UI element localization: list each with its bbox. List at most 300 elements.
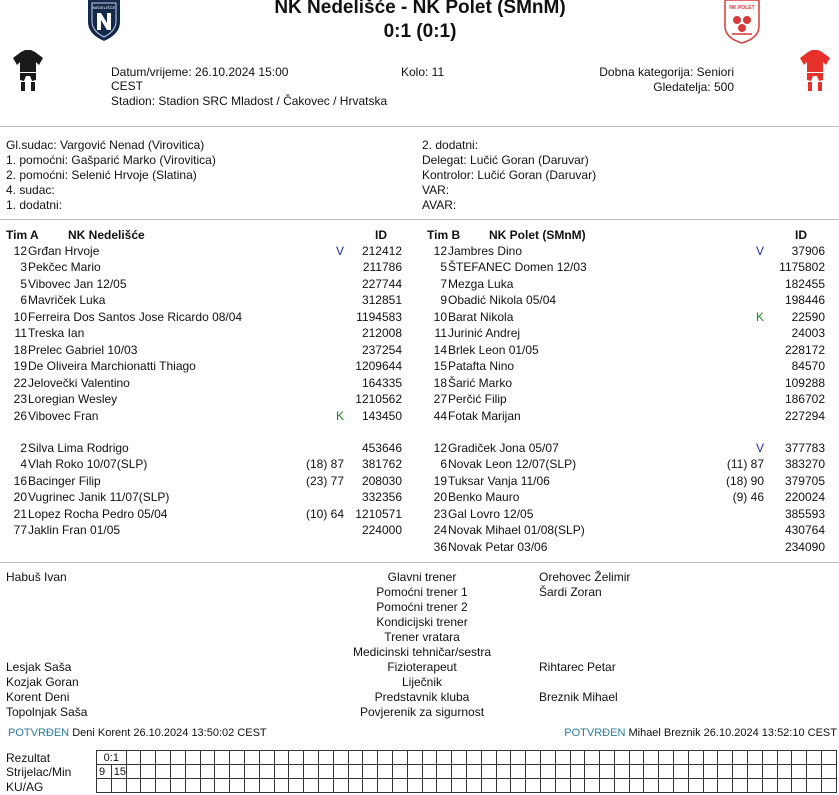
grid-cell [614, 765, 629, 779]
player-name: Benko Mauro [448, 490, 520, 505]
grid-cell [748, 751, 763, 765]
home-confirmation [8, 727, 267, 739]
player-substitution: (18) 87 [305, 457, 344, 472]
grid-cell [274, 751, 289, 765]
grid-cell [466, 751, 481, 765]
grid-cell [644, 751, 659, 765]
grid-cell [748, 779, 763, 793]
player-row [420, 375, 839, 391]
player-name: Silva Lima Rodrigo [28, 441, 129, 455]
player-number: 6 [20, 293, 27, 308]
grid-cell [141, 779, 156, 793]
official-right: 2. dodatni: [422, 138, 479, 152]
grid-cell [614, 751, 629, 765]
player-id: 430764 [784, 523, 825, 538]
official-left: 2. pomoćni: Selenić Hrvoje (Slatina) [6, 168, 197, 182]
match-stadium: Stadion: Stadion SRC Mladost / Čakovec / Hrvatska [111, 94, 388, 108]
grid-cell [156, 765, 171, 779]
official-right: Kontrolor: Lučić Goran (Daruvar) [422, 168, 597, 182]
grid-cell [748, 765, 763, 779]
player-row [0, 292, 420, 308]
player-number: 7 [440, 276, 447, 291]
player-id: 1209644 [355, 359, 402, 374]
grid-cell [703, 751, 718, 765]
grid-cell [348, 779, 363, 793]
grid-cell [674, 779, 689, 793]
grid-cell [733, 779, 748, 793]
grid-cell [304, 751, 319, 765]
player-row [0, 342, 420, 358]
grid-cell [422, 779, 437, 793]
grid-cell [822, 765, 837, 779]
grid-cell [718, 779, 733, 793]
grid-cell [111, 779, 126, 793]
grid-cell [644, 779, 659, 793]
grid-row [97, 779, 837, 793]
player-name: Vibovec Jan 12/05 [28, 276, 127, 291]
player-name: Mezga Luka [448, 276, 514, 291]
player-id: 212008 [361, 326, 402, 341]
player-name: Gradiček Jona 05/07 [448, 441, 559, 455]
grid-cell [215, 779, 230, 793]
grid-cell [274, 765, 289, 779]
player-row [420, 473, 839, 489]
player-name: Loregian Wesley [28, 392, 118, 407]
grid-cell [496, 779, 511, 793]
grid-cell [570, 765, 585, 779]
player-substitution: (23) 77 [305, 473, 344, 488]
staff-role: Kondicijski trener [376, 615, 468, 629]
player-id: 1175802 [779, 260, 825, 275]
staff-role: Predstavnik kluba [374, 690, 470, 704]
grid-cell [289, 765, 304, 779]
player-id: 379705 [784, 473, 825, 488]
grid-cell [762, 765, 777, 779]
player-name: Gal Lovro 12/05 [448, 506, 534, 521]
grid-cell [452, 751, 467, 765]
grid-cell [659, 765, 674, 779]
player-name: Prelec Gabriel 10/03 [28, 342, 138, 357]
grid-cell [422, 751, 437, 765]
grid-row [97, 751, 837, 765]
staff-role: Medicinski tehničar/sestra [352, 645, 492, 659]
player-name: Jaklin Fran 01/05 [28, 523, 121, 538]
player-row [0, 309, 420, 325]
grid-cell [437, 751, 452, 765]
grid-cell [540, 765, 555, 779]
away-crest-icon [722, 0, 762, 44]
official-right: Delegat: Lučić Goran (Daruvar) [422, 153, 589, 167]
staff-away: Rihtarec Petar [539, 660, 616, 674]
home-logo-text: NEDELIŠĆE [92, 5, 116, 10]
player-row [0, 391, 420, 407]
grid-cell [274, 779, 289, 793]
grid-cell [126, 765, 141, 779]
player-number: 9 [440, 293, 447, 308]
grid-cell [392, 751, 407, 765]
player-name: Jambres Dino [448, 244, 523, 258]
player-id: 143450 [361, 408, 402, 423]
match-datetime: Datum/vrijeme: 26.10.2024 15:00 [111, 65, 289, 79]
player-number: 14 [433, 342, 447, 357]
player-name: Obadić Nikola 05/04 [448, 293, 557, 308]
player-number: 21 [13, 506, 27, 521]
grid-cell [792, 779, 807, 793]
grid-cell [511, 779, 526, 793]
grid-cell [674, 751, 689, 765]
divider [0, 562, 839, 563]
player-id: 332356 [361, 490, 402, 505]
player-mark: V [756, 441, 765, 455]
player-name: Novak Leon 12/07(SLP) [448, 457, 577, 472]
grid-cell [526, 779, 541, 793]
staff-role: Trener vratara [384, 630, 460, 644]
player-substitution: (9) 46 [732, 490, 764, 505]
player-number: 10 [433, 309, 447, 324]
staff-role: Povjerenik za sigurnost [359, 705, 485, 719]
staff-role: Liječnik [401, 675, 443, 689]
player-number: 19 [433, 473, 447, 488]
grid-cell [718, 765, 733, 779]
player-number: 77 [13, 523, 27, 538]
team-b-label: Tim B [427, 228, 461, 242]
player-name: Vugrinec Janik 11/07(SLP) [28, 490, 170, 505]
grid-cell [629, 765, 644, 779]
grid-cell [333, 779, 348, 793]
grid-cell [363, 779, 378, 793]
player-number: 3 [20, 260, 27, 275]
grid-cell [304, 779, 319, 793]
grid-cell: 9 [97, 765, 112, 779]
player-id: 198446 [784, 293, 825, 308]
grid-cell [363, 751, 378, 765]
player-number: 27 [433, 392, 447, 407]
home-logo [86, 0, 122, 42]
player-id: 227744 [361, 276, 402, 291]
grid-cell [422, 765, 437, 779]
grid-cell [555, 751, 570, 765]
away-confirm-text: Mihael Breznik 26.10.2024 13:52:10 CEST [628, 727, 837, 739]
player-number: 12 [13, 244, 27, 258]
grid-cell [540, 779, 555, 793]
grid-cell [289, 751, 304, 765]
player-id: 212412 [361, 244, 402, 258]
player-name: Bacinger Filip [28, 473, 101, 488]
home-kit-icon [12, 50, 44, 95]
grid-cell [126, 779, 141, 793]
staff-away: Šardi Zoran [539, 585, 602, 599]
player-id: 1210562 [355, 392, 402, 407]
grid-cell [156, 779, 171, 793]
grid-cell [481, 751, 496, 765]
grid-cell [511, 765, 526, 779]
grid-label-result: Rezultat [6, 751, 51, 765]
grid-cell [526, 751, 541, 765]
grid-cell [170, 765, 185, 779]
age-category: Dobna kategorija: Seniori [599, 65, 734, 79]
player-id: 164335 [361, 375, 402, 390]
grid-cell [378, 779, 393, 793]
grid-cell [215, 765, 230, 779]
player-row [0, 522, 420, 538]
player-number: 11 [434, 326, 447, 341]
player-row [420, 309, 839, 325]
staff-home: Habuš Ivan [6, 570, 67, 584]
player-number: 2 [20, 441, 27, 455]
grid-cell: 0:1 [97, 751, 127, 765]
grid-cell [363, 765, 378, 779]
grid-cell [259, 751, 274, 765]
grid-cell [526, 765, 541, 779]
away-logo [722, 0, 762, 44]
grid-cell [555, 779, 570, 793]
player-name: Jelovečki Valentino [28, 375, 130, 390]
grid-label-ku-ag: KU/AG [6, 780, 44, 794]
grid-cell [762, 779, 777, 793]
grid-cell [688, 765, 703, 779]
grid-cell [659, 751, 674, 765]
grid-cell [170, 751, 185, 765]
away-confirm-label: POTVRĐEN [564, 727, 626, 739]
player-id: 312851 [361, 293, 402, 308]
player-row [420, 506, 839, 522]
grid-cell [600, 765, 615, 779]
player-row [420, 489, 839, 505]
player-row [420, 325, 839, 341]
player-number: 44 [433, 408, 447, 423]
player-name: Tuksar Vanja 11/06 [448, 473, 550, 488]
player-row [0, 408, 420, 424]
staff-away: Breznik Mihael [539, 690, 618, 704]
grid-cell [200, 765, 215, 779]
grid-cell [688, 779, 703, 793]
grid-cell [629, 779, 644, 793]
grid-cell [156, 751, 171, 765]
player-row [420, 408, 839, 424]
match-round: Kolo: 11 [401, 65, 445, 79]
grid-cell [200, 779, 215, 793]
grid-cell [407, 779, 422, 793]
grid-cell [496, 751, 511, 765]
player-id: 182455 [784, 276, 825, 291]
grid-cell [378, 751, 393, 765]
grid-cell [333, 751, 348, 765]
player-name: Jurinić Andrej [448, 326, 521, 341]
grid-label-scorer: Strijelac/Min [6, 765, 72, 779]
grid-cell [659, 779, 674, 793]
grid-cell [792, 765, 807, 779]
player-id: 383270 [784, 457, 825, 472]
grid-cell [688, 751, 703, 765]
player-number: 36 [433, 539, 447, 554]
team-a-name: NK Nedelišće [68, 228, 145, 242]
away-confirmation [564, 727, 837, 739]
player-number: 20 [433, 490, 447, 505]
grid-cell [407, 765, 422, 779]
player-id: 109288 [784, 375, 825, 390]
grid-cell [762, 751, 777, 765]
player-mark: V [336, 244, 345, 258]
player-mark: K [756, 309, 765, 324]
grid-cell [318, 779, 333, 793]
player-row [420, 391, 839, 407]
player-row [420, 539, 839, 555]
player-row [420, 292, 839, 308]
grid-cell [141, 751, 156, 765]
player-number: 12 [433, 441, 447, 455]
staff-home: Topolnjak Saša [6, 705, 88, 719]
grid-cell [807, 765, 822, 779]
team-b-id-header: ID [795, 228, 807, 242]
grid-cell [452, 779, 467, 793]
score-grid [96, 750, 837, 793]
player-number: 23 [433, 506, 447, 521]
grid-cell [511, 751, 526, 765]
grid-cell [466, 779, 481, 793]
team-a-label: Tim A [6, 228, 39, 242]
player-id: 186702 [784, 392, 825, 407]
player-name: Brlek Leon 01/05 [448, 342, 539, 357]
player-name: Treska Ian [28, 326, 85, 341]
grid-cell [244, 765, 259, 779]
player-name: Novak Mihael 01/08(SLP) [448, 523, 585, 538]
grid-cell [585, 751, 600, 765]
official-right: VAR: [422, 183, 450, 197]
grid-cell [481, 779, 496, 793]
grid-cell [141, 765, 156, 779]
player-id: 228172 [784, 342, 825, 357]
player-row [420, 276, 839, 292]
player-number: 20 [13, 490, 27, 505]
player-number: 15 [433, 359, 447, 374]
player-name: Novak Petar 03/06 [448, 539, 548, 554]
staff-home: Lesjak Saša [6, 660, 72, 674]
player-row [0, 375, 420, 391]
player-row [0, 489, 420, 505]
player-row [0, 276, 420, 292]
grid-cell [215, 751, 230, 765]
grid-cell [244, 751, 259, 765]
player-row [420, 358, 839, 374]
player-number: 22 [13, 375, 27, 390]
grid-cell [200, 751, 215, 765]
player-number: 16 [13, 473, 27, 488]
player-substitution: (11) 87 [726, 457, 764, 472]
grid-cell [600, 751, 615, 765]
player-name: Barat Nikola [448, 309, 514, 324]
staff-role: Glavni trener [387, 570, 457, 584]
staff-role: Fizioterapeut [387, 660, 457, 674]
player-id: 385593 [784, 506, 825, 521]
staff-role: Pomoćni trener 1 [376, 585, 468, 599]
player-number: 4 [20, 457, 27, 472]
player-mark: K [336, 408, 345, 423]
grid-cell [392, 765, 407, 779]
grid-cell [392, 779, 407, 793]
grid-cell [97, 779, 112, 793]
grid-cell [570, 779, 585, 793]
player-id: 24003 [791, 326, 825, 341]
grid-cell [777, 765, 792, 779]
grid-cell [185, 779, 200, 793]
player-number: 11 [14, 326, 27, 341]
player-id: 84570 [791, 359, 825, 374]
player-id: 237254 [361, 342, 402, 357]
grid-cell [452, 765, 467, 779]
official-right: AVAR: [422, 198, 457, 212]
grid-cell [792, 751, 807, 765]
grid-cell [259, 779, 274, 793]
grid-cell [570, 751, 585, 765]
staff-role: Pomoćni trener 2 [376, 600, 468, 614]
grid-cell [170, 779, 185, 793]
grid-cell [703, 779, 718, 793]
grid-cell [318, 751, 333, 765]
staff-home: Kozjak Goran [6, 675, 79, 689]
grid-cell [807, 751, 822, 765]
player-id: 1194583 [356, 309, 402, 324]
team-b-name: NK Polet (SMnM) [489, 228, 586, 242]
grid-cell [585, 765, 600, 779]
grid-cell [185, 765, 200, 779]
grid-cell [304, 765, 319, 779]
player-id: 208030 [361, 473, 402, 488]
player-row [0, 473, 420, 489]
player-name: Grđan Hrvoje [28, 244, 100, 258]
grid-cell [555, 765, 570, 779]
player-number: 6 [440, 457, 447, 472]
home-crest-icon [86, 0, 122, 42]
grid-cell [378, 765, 393, 779]
away-kit-icon [799, 50, 831, 95]
grid-cell [585, 779, 600, 793]
player-number: 18 [13, 342, 27, 357]
grid-cell [185, 751, 200, 765]
grid-cell [703, 765, 718, 779]
player-name: Vibovec Fran [28, 408, 99, 423]
official-left: 1. pomoćni: Gašparić Marko (Virovitica) [6, 153, 216, 167]
player-mark: V [756, 244, 765, 258]
player-row [0, 456, 420, 472]
player-id: 224000 [361, 523, 402, 538]
player-name: Pekčec Mario [28, 260, 101, 275]
player-row [420, 259, 839, 275]
player-number: 18 [433, 375, 447, 390]
player-id: 453646 [361, 441, 402, 455]
grid-cell [259, 765, 274, 779]
grid-cell: 15 [111, 765, 126, 779]
team-a-id-header: ID [375, 228, 387, 242]
grid-cell [629, 751, 644, 765]
player-id: 227294 [784, 408, 825, 423]
away-logo-text: NK POLET [729, 5, 755, 11]
player-row [420, 342, 839, 358]
match-score: 0:1 (0:1) [383, 21, 457, 42]
player-number: 10 [13, 309, 27, 324]
grid-cell [822, 779, 837, 793]
player-row [420, 243, 839, 259]
player-id: 37906 [791, 244, 825, 258]
player-number: 19 [13, 359, 27, 374]
match-title: NK Nedelišće - NK Polet (SMnM) [274, 0, 566, 18]
grid-cell [777, 779, 792, 793]
grid-cell [437, 779, 452, 793]
grid-cell [733, 765, 748, 779]
grid-cell [822, 751, 837, 765]
player-row [420, 440, 839, 456]
player-number: 12 [433, 244, 447, 258]
player-name: Mavriček Luka [28, 293, 106, 308]
